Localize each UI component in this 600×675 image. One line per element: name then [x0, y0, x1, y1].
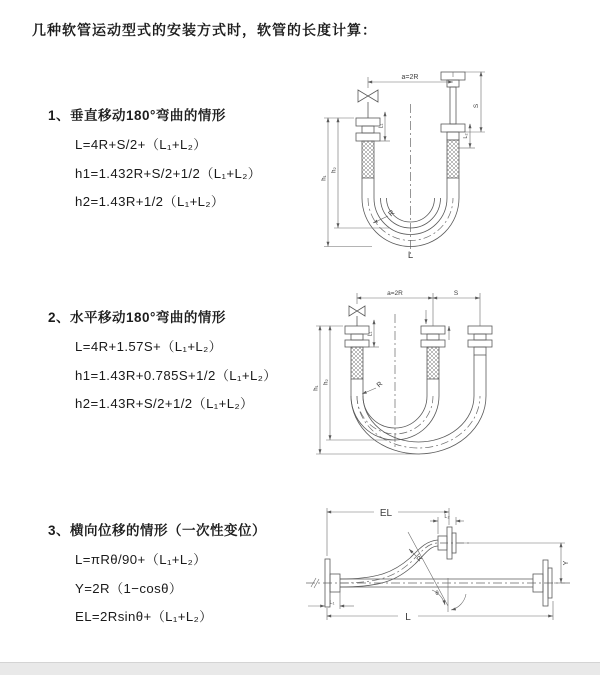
page-title: 几种软管运动型式的安装方式时，软管的长度计算： [32, 22, 377, 38]
dim-label-y: Y [563, 560, 570, 566]
dim-s [465, 72, 485, 132]
section-3-formulas [75, 546, 266, 632]
section-3 [48, 519, 266, 632]
diagram-horizontal-180 [308, 284, 595, 464]
dim-y [457, 543, 570, 583]
section-2-heading: 2、水平移动180°弯曲的情形 [48, 310, 226, 325]
valve-icon [358, 90, 378, 118]
dim-h1 [314, 326, 421, 454]
left-fitting [345, 326, 369, 396]
dim-label-h2: h₂ [323, 379, 330, 385]
left-fitting [356, 118, 380, 198]
dim-label-l2: L₂ [444, 514, 450, 520]
dim-label-r: R [375, 380, 385, 390]
dim-length [327, 601, 553, 623]
right-fitting [441, 72, 465, 198]
dim-label-l1: L₁ [367, 331, 374, 337]
curved-hose [340, 540, 470, 587]
dim-label-length: L [405, 612, 411, 623]
diagram-vertical-180 [312, 66, 588, 262]
dim-span [357, 290, 480, 326]
section-1-heading: 1、垂直移动180°弯曲的情形 [48, 108, 226, 123]
dim-label-a2r: a=2R [387, 290, 403, 297]
dim-label-a2r: a=2R [401, 74, 419, 81]
dim-label-l1: L₁ [378, 123, 385, 129]
formula-line: h2=1.43R+S/2+1/2（L₁+L₂） [75, 396, 254, 411]
right-fitting [468, 326, 492, 396]
section-1-formulas [75, 131, 261, 217]
dim-l1 [308, 592, 354, 609]
section-1 [48, 104, 261, 217]
dim-label-theta: θ [435, 591, 439, 597]
dim-label-s: S [473, 103, 480, 109]
dim-label-h2: h₂ [331, 167, 338, 173]
valve-icon [349, 306, 365, 326]
section-2-formulas [75, 333, 277, 419]
formula-line: h1=1.432R+S/2+1/2（L₁+L₂） [75, 165, 262, 181]
formula-line: h1=1.43R+0.785S+1/2（L₁+L₂） [75, 367, 277, 383]
page-bottom-edge [0, 662, 600, 675]
dim-label-r: R [415, 554, 425, 564]
formula-line: Y=2R（1−cosθ） [75, 580, 183, 596]
formula-line: EL=2Rsinθ+（L₁+L₂） [75, 609, 213, 624]
dim-label-s: S [453, 290, 459, 297]
hose-bend-pos2 [351, 396, 486, 454]
radius-leader [362, 381, 384, 394]
dim-label-l1: L₁ [329, 600, 335, 606]
dim-h1 [322, 118, 373, 247]
dim-label-length: L [407, 250, 414, 261]
dim-label-el: EL [379, 508, 393, 519]
dim-h2 [324, 326, 396, 440]
diagram-lateral-displacement [298, 498, 600, 668]
formula-line: h2=1.43R+1/2（L₁+L₂） [75, 194, 225, 209]
dim-label-h1: h₁ [313, 385, 320, 391]
middle-fitting [421, 326, 445, 396]
dim-label-r: R [386, 207, 397, 219]
section-3-heading: 3、横向位移的情形（一次性变位） [48, 523, 267, 538]
dim-span [368, 72, 453, 88]
dim-label-l2: L₂ [463, 133, 469, 139]
formula-line: L=4R+S/2+（L₁+L₂） [75, 137, 207, 152]
dim-l2 [459, 124, 475, 148]
dim-h2 [332, 118, 391, 228]
angle-theta [408, 532, 466, 612]
hose-bend [362, 198, 459, 246]
section-2 [48, 306, 277, 419]
dim-label-h1: h₁ [321, 175, 328, 181]
formula-line: L=πRθ/90+（L₁+L₂） [75, 552, 207, 567]
radius-leader [373, 208, 397, 223]
formula-line: L=4R+1.57S+（L₁+L₂） [75, 339, 223, 354]
